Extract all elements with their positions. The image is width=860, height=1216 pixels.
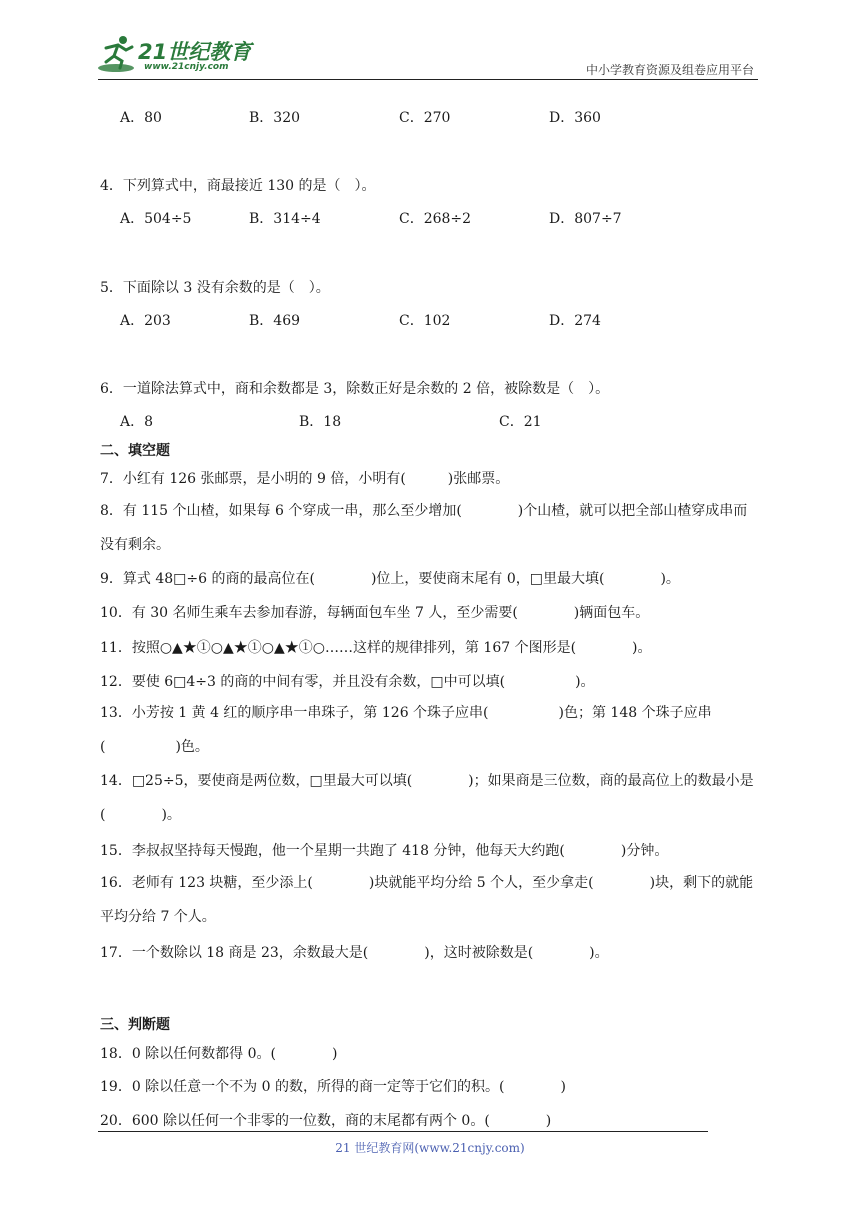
footer-source: 21 世纪教育网(www.21cnjy.com) bbox=[335, 1141, 525, 1155]
q6-stem: 6．一道除法算式中，商和余数都是 3，除数正好是余数的 2 倍，被除数是（ ）。 bbox=[100, 381, 610, 397]
q4-option-a[interactable]: A．504÷5 bbox=[120, 211, 192, 227]
q5-stem: 5．下面除以 3 没有余数的是（ ）。 bbox=[100, 280, 330, 296]
q3-option-c[interactable]: C．270 bbox=[399, 110, 451, 126]
q3-option-a[interactable]: A．80 bbox=[120, 110, 162, 126]
site-logo bbox=[92, 34, 262, 78]
q5-option-d[interactable]: D．274 bbox=[549, 313, 601, 329]
q4-option-b[interactable]: B．314÷4 bbox=[249, 211, 321, 227]
q7: 7．小红有 126 张邮票，是小明的 9 倍，小明有( )张邮票。 bbox=[100, 471, 510, 487]
q3-option-d[interactable]: D．360 bbox=[549, 110, 601, 126]
q4-stem: 4．下列算式中，商最接近 130 的是（ ）。 bbox=[100, 178, 376, 194]
header-divider bbox=[98, 79, 758, 80]
q6-option-a[interactable]: A．8 bbox=[120, 414, 154, 430]
q13: 13．小芳按 1 黄 4 红的顺序串一串珠子，第 126 个珠子应串( )色；第 148 个珠子应串( )色。 bbox=[100, 705, 712, 755]
q16: 16．老师有 123 块糖，至少添上( )块就能平均分给 5 个人，至少拿走( )块，剩下的就能平均分给 7 个人。 bbox=[100, 875, 754, 925]
q11: 11．按照○▲★①○▲★①○▲★①○……这样的规律排列，第 167 个图形是( )。 bbox=[100, 640, 652, 656]
q18: 18．0 除以任何数都得 0。( ) bbox=[100, 1046, 338, 1062]
q19: 19．0 除以任意一个不为 0 的数，所得的商一定等于它们的积。( ) bbox=[100, 1079, 566, 1095]
logo-text: 21世纪教育 bbox=[138, 40, 252, 64]
q6-option-c[interactable]: C．21 bbox=[499, 414, 542, 430]
q5-option-b[interactable]: B．469 bbox=[249, 313, 301, 329]
q5-option-c[interactable]: C．102 bbox=[399, 313, 451, 329]
q4-option-d[interactable]: D．807÷7 bbox=[549, 211, 622, 227]
logo-url: www.21cnjy.com bbox=[144, 62, 229, 72]
q20: 20．600 除以任何一个非零的一位数，商的末尾都有两个 0。( ) bbox=[100, 1113, 552, 1129]
q14: 14．□25÷5，要使商是两位数，□里最大可以填( )；如果商是三位数，商的最高位上的数最小是( )。 bbox=[100, 773, 754, 823]
runner-logo-icon bbox=[96, 34, 138, 74]
q6-option-b[interactable]: B．18 bbox=[299, 414, 342, 430]
page-header bbox=[0, 0, 860, 82]
footer-divider bbox=[98, 1131, 708, 1132]
q12: 12．要使 6□4÷3 的商的中间有零，并且没有余数，□中可以填( )。 bbox=[100, 674, 595, 690]
q9: 9．算式 48□÷6 的商的最高位在( )位上，要使商末尾有 0，□里最大填( )。 bbox=[100, 571, 680, 587]
q3-option-b[interactable]: B．320 bbox=[249, 110, 301, 126]
q4-option-c[interactable]: C．268÷2 bbox=[399, 211, 472, 227]
section-fill-in-heading: 二、填空题 bbox=[100, 443, 170, 459]
q17: 17．一个数除以 18 商是 23，余数最大是( )，这时被除数是( )。 bbox=[100, 945, 609, 961]
q5-option-a[interactable]: A．203 bbox=[120, 313, 171, 329]
section-judgement-heading: 三、判断题 bbox=[100, 1017, 170, 1033]
header-tagline: 中小学教育资源及组卷应用平台 bbox=[585, 63, 754, 77]
q8: 8．有 115 个山楂，如果每 6 个穿成一串，那么至少增加( )个山楂，就可以把全部山楂穿成串而没有剩余。 bbox=[100, 503, 748, 553]
q15: 15．李叔叔坚持每天慢跑，他一个星期一共跑了 418 分钟，他每天大约跑( )分钟。 bbox=[100, 843, 669, 859]
q10: 10．有 30 名师生乘车去参加春游，每辆面包车坐 7 人，至少需要( )辆面包车。 bbox=[100, 605, 650, 621]
